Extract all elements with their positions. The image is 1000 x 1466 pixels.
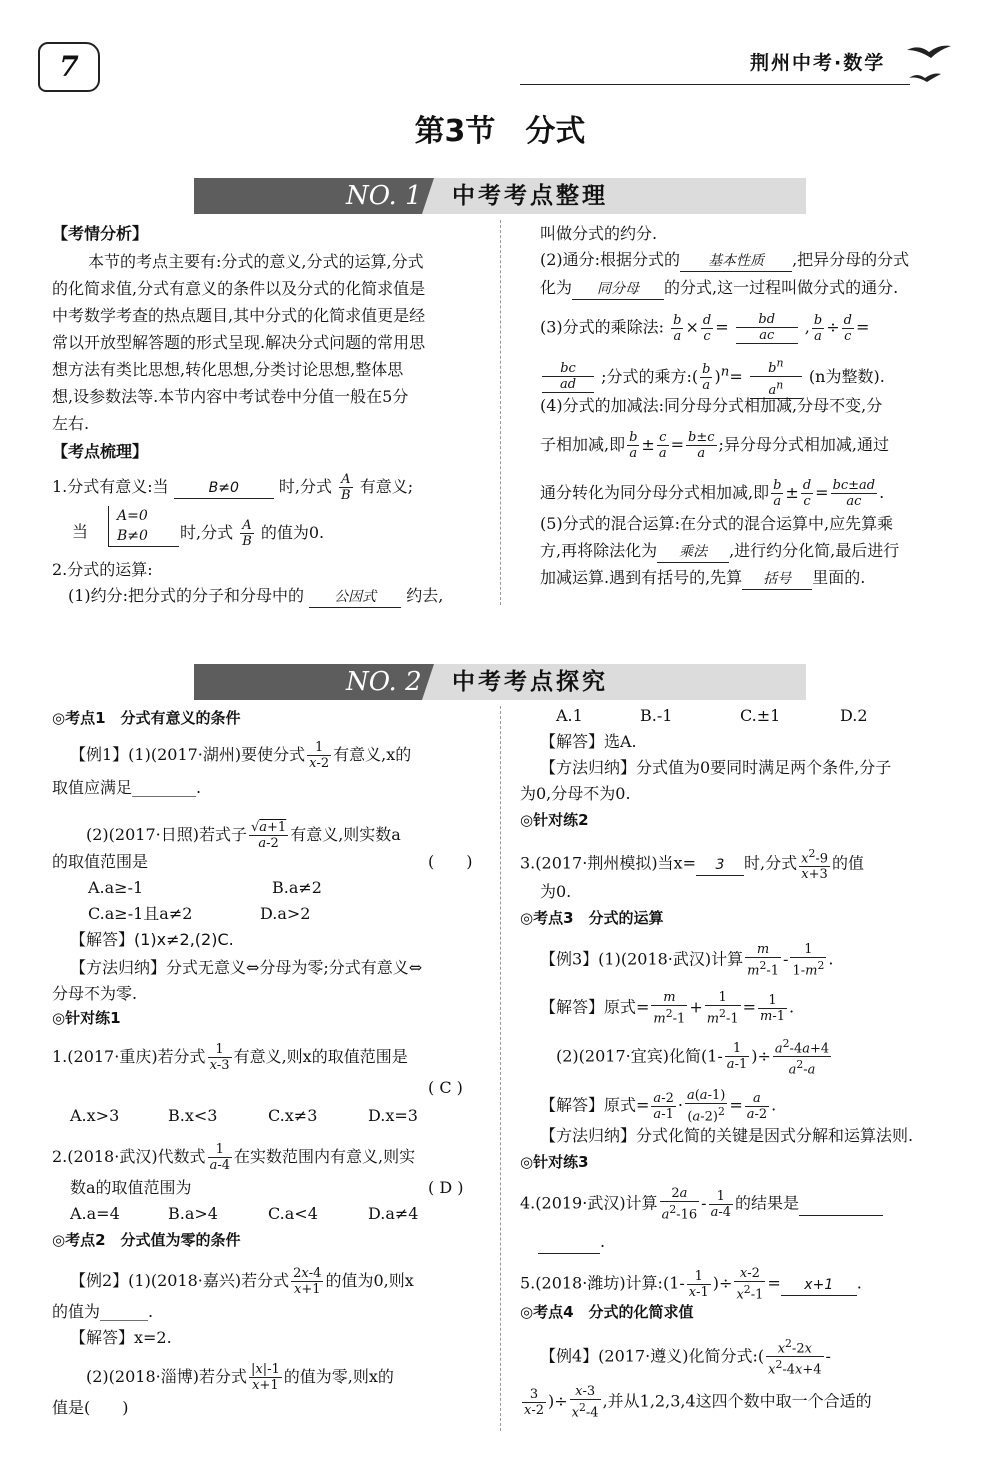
banner-no: NO. 2 [346,667,422,697]
point-1: 1.分式有意义:当 B≠0 时,分式 $\frac{A}{B}$ 有意义; [52,472,414,503]
topic-4: ◎考点4 分式的化简求值 [520,1303,694,1321]
column-divider [500,706,501,1431]
answer-blank: 括号 [742,569,812,590]
topic-2: ◎考点2 分式值为零的条件 [52,1231,241,1249]
para-line: 中考数学考查的热点题目,其中分式的化简求值更是经 [52,306,426,325]
answer-blank: 公因式 [309,587,401,608]
para-line: 的化简求值,分式有意义的条件以及分式的化简求值是 [52,279,426,298]
answer-blank: 基本性质 [680,251,792,272]
answer-blank: 乘法 [657,542,729,563]
banner-no2 [194,664,806,700]
page-number-box [38,42,100,92]
column-divider [500,220,501,605]
para-line: 想方法有类比思想,转化思想,分类讨论思想,整体思 [52,360,404,379]
header-rule [520,84,910,85]
heading-analysis: 【考情分析】 [52,224,149,243]
page-number: 7 [59,50,79,83]
banner-no1 [194,178,806,214]
banner-label: 中考考点探究 [434,664,806,700]
condition-system: A=0 B≠0 [108,506,179,547]
topic-3: ◎考点3 分式的运算 [520,909,664,927]
banner-no: NO. 1 [346,181,422,211]
answer-blank: 3 [696,855,744,876]
bird-icon [905,42,955,86]
series-title: 荆州中考·数学 [750,52,886,74]
answer-blank: B≠0 [174,478,274,499]
topic-1: ◎考点1 分式有意义的条件 [52,709,241,727]
answer-blank: 同分母 [572,279,664,300]
section-title: 第3节 分式 [414,114,586,149]
banner-label: 中考考点整理 [434,178,806,214]
para-line: 本节的考点主要有:分式的意义,分式的运算,分式 [88,252,424,271]
para-line: 常以开放型解答题的形式呈现.解决分式问题的常用思 [52,333,426,352]
answer-blank: x+1 [781,1275,857,1296]
para-line: 左右. [52,414,90,433]
heading-points: 【考点梳理】 [52,442,149,461]
para-line: 想,设参数法等.本节内容中考试卷中分值一般在5分 [52,387,409,406]
